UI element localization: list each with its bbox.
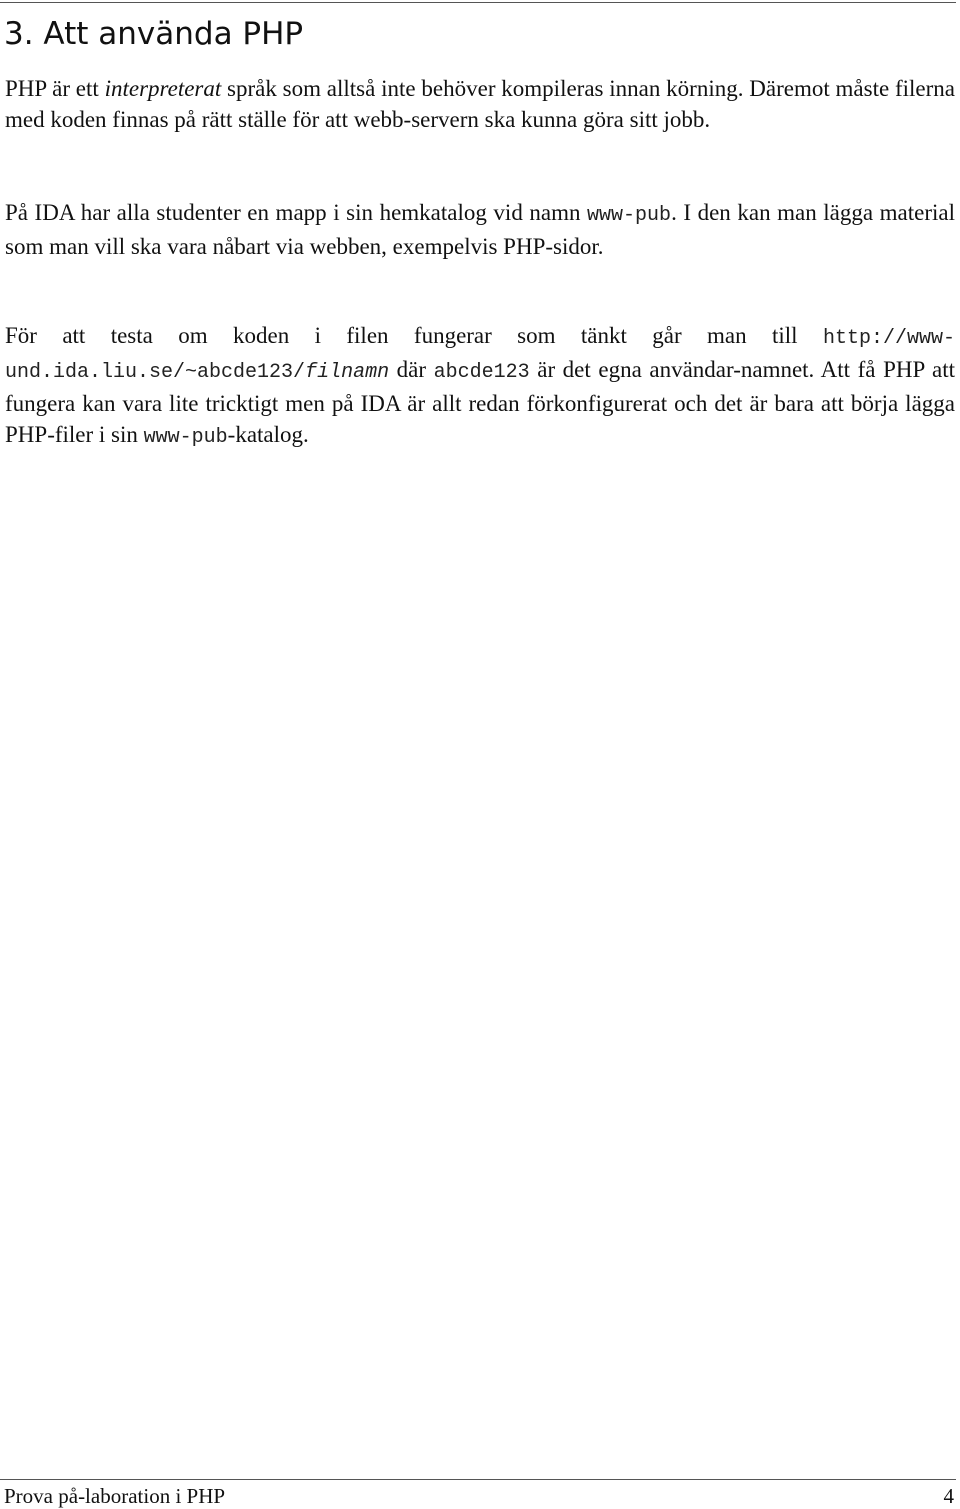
code-www-pub: www-pub bbox=[143, 426, 228, 449]
section-heading: 3. Att använda PHP bbox=[4, 16, 304, 52]
text-run: För att testa om koden i filen fungerar som tänkt går man till bbox=[5, 323, 823, 348]
page-number: 4 bbox=[943, 1484, 954, 1508]
code-www-pub: www-pub bbox=[587, 204, 672, 227]
text-run: är det egna användar-namnet. Att få PHP att fungera kan vara lite tricktigt men på IDA är allt redan förkonfigurerat och det är bara att börja lägga PHP-filer i sin bbox=[5, 357, 955, 447]
text-run: där bbox=[389, 357, 434, 382]
text-run: PHP är ett bbox=[5, 76, 105, 101]
paragraph-www-pub bbox=[5, 197, 955, 262]
text-run: språk som alltså inte behöver kompileras innan körning. Däremot måste filerna med koden finnas på rätt ställe för att webb-servern ska kunna göra sitt jobb. bbox=[5, 76, 955, 132]
paragraph-php-intro bbox=[5, 73, 955, 135]
text-run: -katalog. bbox=[227, 422, 309, 447]
emphasis-interpreterat: interpreterat bbox=[104, 76, 222, 101]
footer-rule bbox=[0, 1479, 956, 1480]
code-filnamn: filnamn bbox=[305, 361, 390, 384]
code-username: abcde123 bbox=[433, 361, 530, 384]
paragraph-testing-url bbox=[5, 320, 955, 453]
footer-title: Prova på-laboration i PHP bbox=[4, 1484, 226, 1508]
code-url: http://www-und.ida.liu.se/~abcde123/ bbox=[5, 327, 955, 384]
text-run: . I den kan man lägga material som man vill ska vara nåbart via webben, exempelvis PHP-sidor. bbox=[5, 200, 956, 259]
header-rule bbox=[0, 2, 956, 3]
text-run: På IDA har alla studenter en mapp i sin hemkatalog vid namn bbox=[5, 200, 588, 225]
